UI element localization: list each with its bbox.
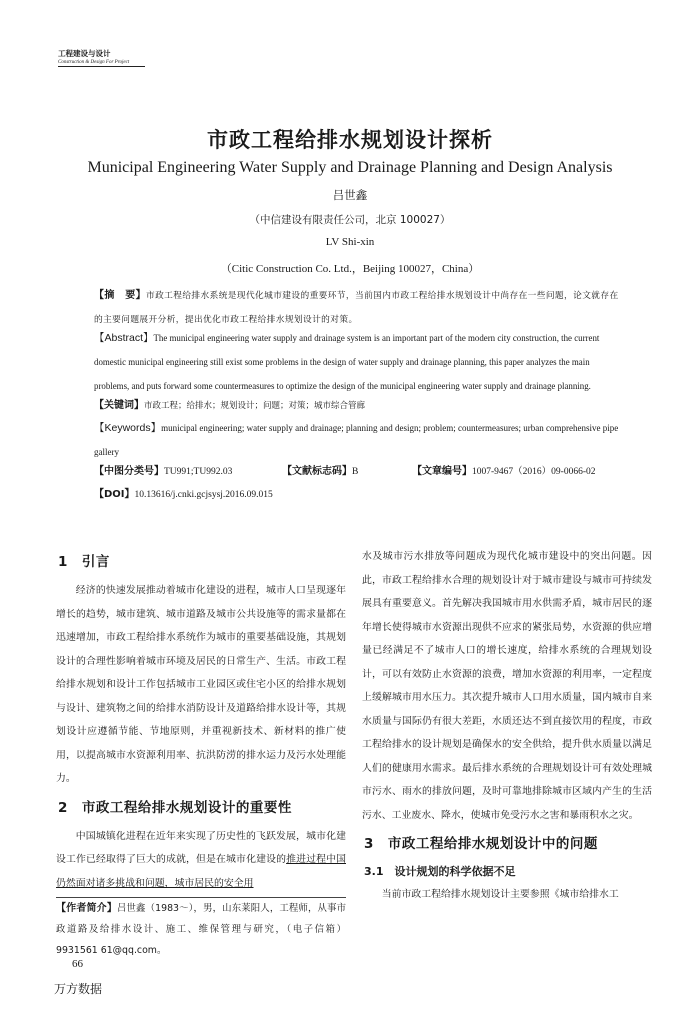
author-cn: 吕世鑫 [332,188,368,202]
keywords-cn-label: 【关键词】 [94,400,144,411]
header-rule [58,66,145,67]
section-3-heading: 3 市政工程给排水规划设计中的问题 [364,836,598,852]
keywords-en-label: 【Keywords】 [94,422,162,434]
section-3-1-paragraph: 当前市政工程给排水规划设计主要参照《城市给排水工 [381,889,619,900]
clc-code: 【中图分类号】TU991;TU992.03 [94,466,233,477]
section-1-paragraph: 经济的快速发展推动着城市化建设的进程，城市人口呈现逐年增长的趋势，城市建筑、城市道路及城市公共设施等的需求量都在迅速增加，市政工程给排水系统作为城市的重要基础设施，其规划设计的合理性影响着城市环境及居民的日常生产、生活。市政工程给排水规划和设计工作包括城市工业园区或住宅小区的给排水规划与设计、建筑物之间的给排水消防设计及道路给排水设计等，其规划设计应遵循节能、节地原则，并重视新技术、新材料的推广使用，以提高城市水资源利用率、抗洪防涝的排水运力及污水处理能力。 [56,585,346,784]
document-code: 【文献标志码】B [282,466,359,477]
page-number: 66 [72,958,83,970]
journal-name-cn: 工程建设与设计 [58,49,111,58]
abstract-cn-text: 市政工程给排水系统是现代化城市建设的重要环节，当前国内市政工程给排水规划设计中尚存在一些问题，论文就存在的主要问题展开分析，提出优化市政工程给排水规划设计的对策。 [94,291,619,325]
section-2-heading: 2 市政工程给排水规划设计的重要性 [58,799,292,816]
doi-row: 【DOI】10.13616/j.cnki.gcjsysj.2016.09.015 [94,489,273,500]
article-number: 【文章编号】1007-9467（2016）09-0066-02 [412,466,596,477]
body-column-left [56,545,346,895]
abstract-en [94,326,624,398]
watermark: 万方数据 [54,982,103,996]
affiliation-en: （Citic Construction Co. Ltd.，Beijing 100027，China） [220,263,480,275]
section-1-heading: 1 引言 [58,554,110,570]
footnote-text: 吕世鑫（1983～），男，山东莱阳人，工程师，从事市政道路及给排水设计、施工、维保管理与研究，（电子信箱）9931561 61@qq.com。 [56,903,346,956]
abstract-en-text: The municipal engineering water supply and drainage system is an important part of the modern city construction, the current domestic municipal engineering still exist some problems in the design of water supply and drainage planning, this paper analyzes the main problems, and puts forward some countermeasures to optimize the design of the municipal engineering water supply and drainage planning. [94,333,600,391]
journal-header [58,49,148,66]
footnote-label: 【作者简介】 [56,903,117,914]
section-2-paragraph-cont: 水及城市污水排放等问题成为现代化城市建设中的突出问题。因此，市政工程给排水合理的规划设计对于城市建设与城市可持续发展具有重要意义。首先解决我国城市用水供需矛盾，城市居民的逐年增长使得城市水资源出现供不应求的紧张局势，水资源的供应增量已经满足不了城市人口的增长速度，给排水系统的合理规划设计，可以有效防止水资源的浪费，增加水资源的利用率，一定程度上缓解城市用水压力。其次提升城市人口用水质量，国内城市自来水质量与国际仍有很大差距，水质还达不到直接饮用的程度，市政工程给排水的设计规划是确保水的安全供给，提升供水质量以满足人们的健康用水需求。最后排水系统的合理规划设计可有效处理城市污水、雨水的排放问题，及时可靠地排除城市区域内产生的生活污水、工业废水、降水，使城市免受污水之害和暴雨积水之灾。 [362,551,652,821]
abstract-cn-label: 【摘 要】 [94,290,146,301]
section-2-paragraph: 中国城镇化进程在近年来实现了历史性的飞跃发展，城市化建设工作已经取得了巨大的成就，但是在城市化建设的推进过程中国仍然面对诸多挑战和问题，城市居民的安全用 [56,830,346,889]
article-title-cn: 市政工程给排水规划设计探析 [207,128,493,152]
author-footnote [56,898,346,961]
doi-value: 10.13616/j.cnki.gcjsysj.2016.09.015 [134,490,273,500]
abstract-cn [94,284,624,332]
keywords-en-text: municipal engineering; water supply and drainage; planning and design; problem; countermeasures; urban comprehensive pipe gallery [94,423,619,457]
author-en: LV Shi-xin [325,236,375,248]
body-column-right [362,545,652,907]
section-3-1-heading: 3.1 设计规划的科学依据不足 [364,865,516,878]
keywords-en [94,416,624,464]
keywords-cn [94,394,624,418]
abstract-en-label: 【Abstract】 [94,332,154,344]
keywords-cn-text: 市政工程；给排水；规划设计；问题；对策；城市综合管廊 [144,401,366,411]
journal-name-en: Construction & Design For Project [58,60,130,65]
article-title-en: Municipal Engineering Water Supply and Drainage Planning and Design Analysis [87,159,613,176]
affiliation-cn: （中信建设有限责任公司，北京 100027） [249,214,451,226]
